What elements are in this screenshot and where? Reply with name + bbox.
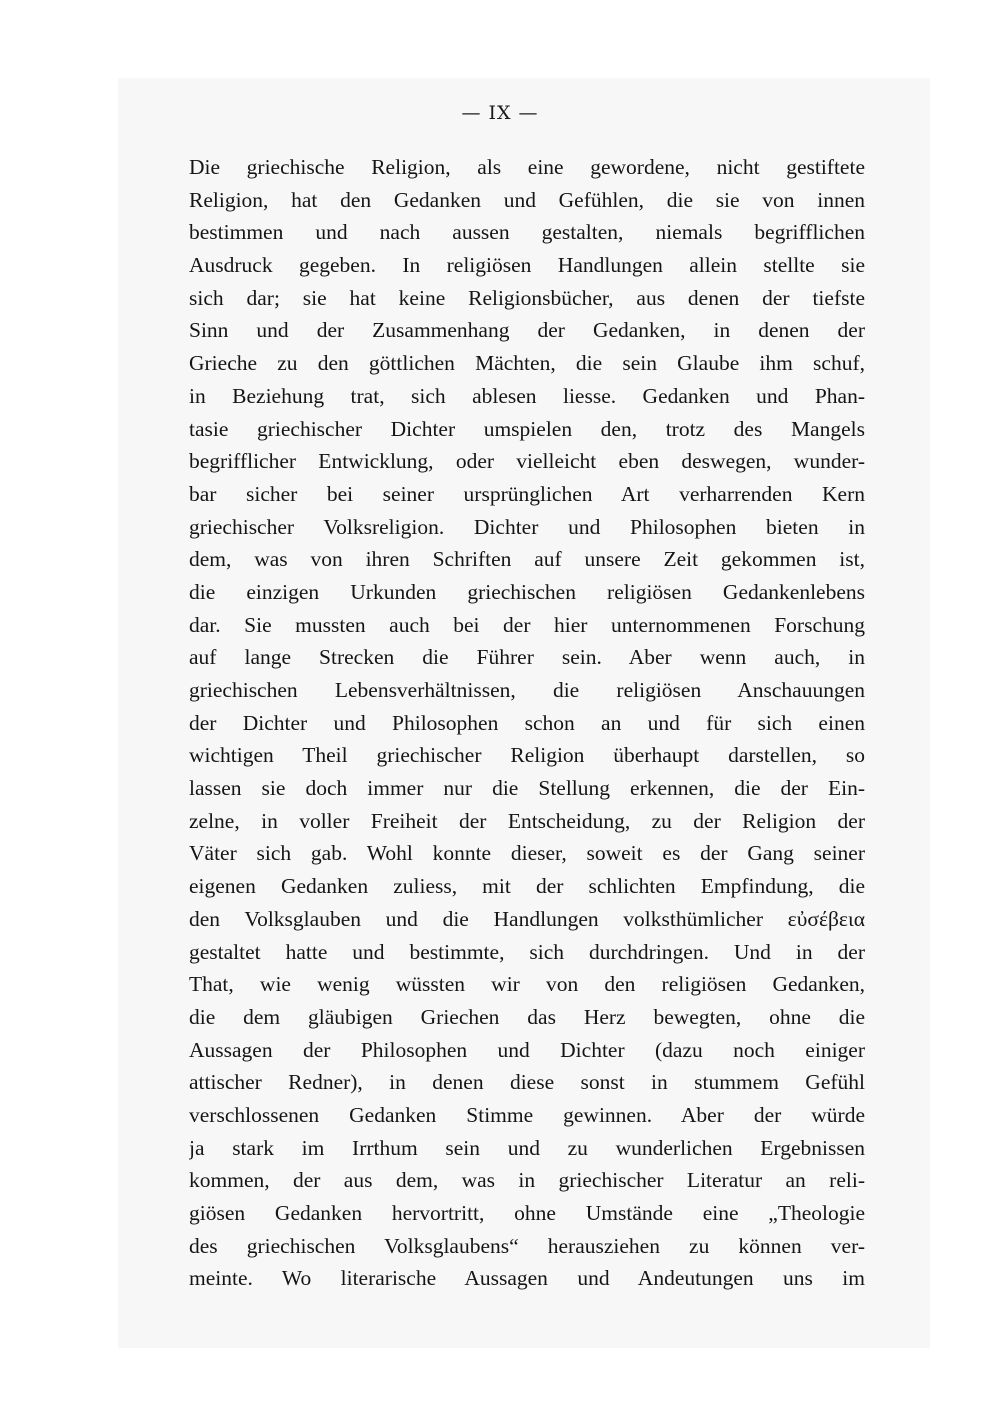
text-line: dar. Sie mussten auch bei der hier unternommenen Forschung bbox=[189, 612, 865, 637]
text-line: lassen sie doch immer nur die Stellung erkennen, die der Ein- bbox=[189, 776, 865, 801]
text-line: Väter sich gab. Wohl konnte dieser, soweit es der Gang seiner bbox=[189, 841, 865, 866]
text-line: sich dar; sie hat keine Religionsbücher, aus denen der tiefste bbox=[189, 285, 865, 310]
text-line: meinte. Wo literarische Aussagen und Andeutungen uns im bbox=[189, 1266, 865, 1291]
text-line: ja stark im Irrthum sein und zu wunderlichen Ergebnissen bbox=[189, 1135, 865, 1160]
text-line: wichtigen Theil griechischer Religion überhaupt darstellen, so bbox=[189, 743, 865, 768]
text-line: auf lange Strecken die Führer sein. Aber wenn auch, in bbox=[189, 645, 865, 670]
text-line: verschlossenen Gedanken Stimme gewinnen. Aber der würde bbox=[189, 1102, 865, 1127]
text-line: eigenen Gedanken zuliess, mit der schlichten Empfindung, die bbox=[189, 874, 865, 899]
text-line: bar sicher bei seiner ursprünglichen Art verharrenden Kern bbox=[189, 481, 865, 506]
text-line: Sinn und der Zusammenhang der Gedanken, in denen der bbox=[189, 318, 865, 343]
text-line: gestaltet hatte und bestimmte, sich durchdringen. Und in der bbox=[189, 939, 865, 964]
text-line: tasie griechischer Dichter umspielen den, trotz des Mangels bbox=[189, 416, 865, 441]
text-line: in Beziehung trat, sich ablesen liesse. Gedanken und Phan- bbox=[189, 383, 865, 408]
text-line: attischer Redner), in denen diese sonst in stummem Gefühl bbox=[189, 1070, 865, 1095]
text-line: begrifflicher Entwicklung, oder vielleicht eben deswegen, wunder- bbox=[189, 449, 865, 474]
body-text bbox=[189, 151, 865, 1295]
text-line: die dem gläubigen Griechen das Herz bewegten, ohne die bbox=[189, 1004, 865, 1029]
text-line: griechischer Volksreligion. Dichter und Philosophen bieten in bbox=[189, 514, 865, 539]
text-line: griechischen Lebensverhältnissen, die religiösen Anschauungen bbox=[189, 678, 865, 702]
text-line: des griechischen Volksglaubens“ herausziehen zu können ver- bbox=[189, 1233, 865, 1258]
text-line: zelne, in voller Freiheit der Entscheidung, zu der Religion der bbox=[189, 808, 865, 833]
text-line: kommen, der aus dem, was in griechischer Literatur an reli- bbox=[189, 1168, 865, 1193]
text-line: Die griechische Religion, als eine gewordene, nicht gestiftete bbox=[189, 155, 865, 179]
text-line: dem, was von ihren Schriften auf unsere Zeit gekommen ist, bbox=[189, 547, 865, 572]
text-line: Religion, hat den Gedanken und Gefühlen, die sie von innen bbox=[189, 187, 865, 212]
text-line: That, wie wenig wüssten wir von den religiösen Gedanken, bbox=[189, 972, 865, 997]
text-line: die einzigen Urkunden griechischen religiösen Gedankenlebens bbox=[189, 579, 865, 604]
text-line: bestimmen und nach aussen gestalten, niemals begrifflichen bbox=[189, 220, 865, 245]
text-line: Aussagen der Philosophen und Dichter (dazu noch einiger bbox=[189, 1037, 865, 1062]
text-line: der Dichter und Philosophen schon an und für sich einen bbox=[189, 710, 865, 735]
text-line: den Volksglauben und die Handlungen volksthümlicher εὐσέβεια bbox=[189, 906, 865, 931]
text-line: Ausdruck gegeben. In religiösen Handlungen allein stellte sie bbox=[189, 253, 865, 278]
text-line: Grieche zu den göttlichen Mächten, die sein Glaube ihm schuf, bbox=[189, 351, 865, 376]
text-line: giösen Gedanken hervortritt, ohne Umstände eine „Theologie bbox=[189, 1201, 865, 1225]
page-number: — IX — bbox=[461, 102, 539, 124]
